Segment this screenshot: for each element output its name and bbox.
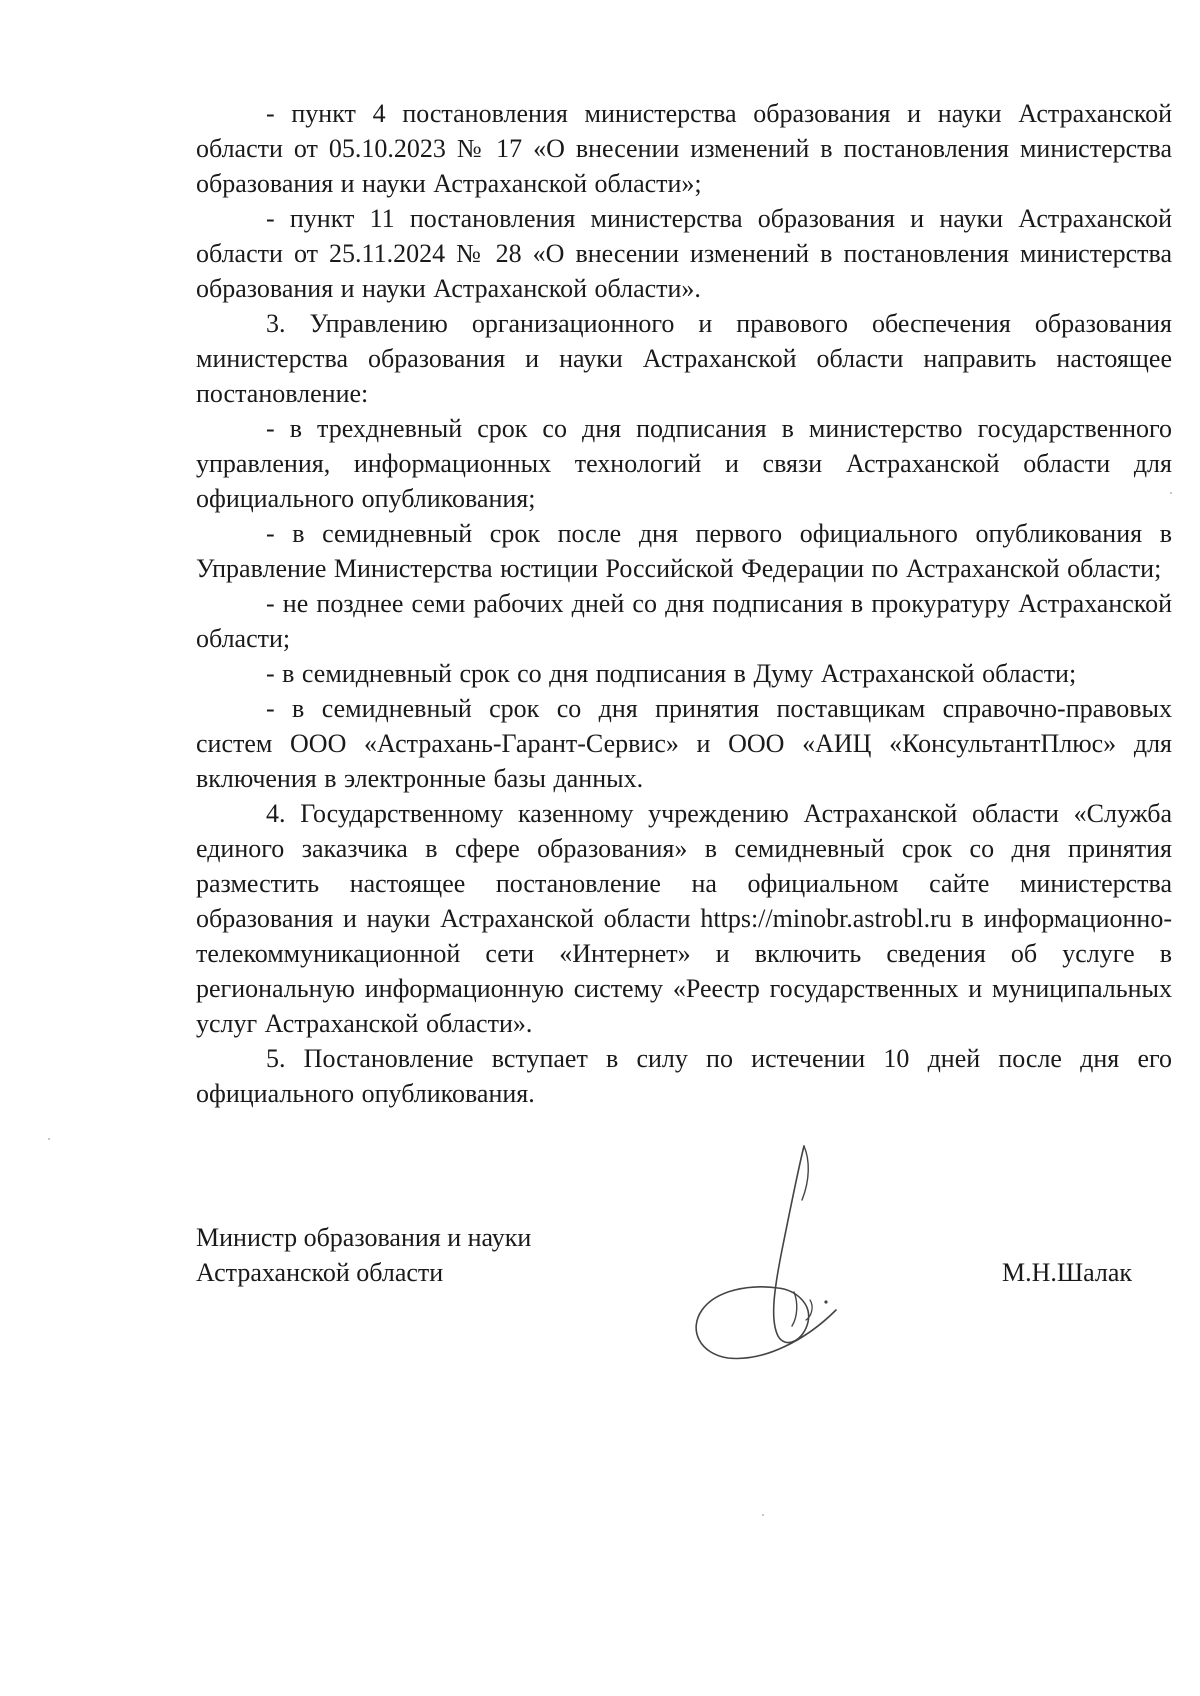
- paragraph-item-11-reference: - пункт 11 постановления министерства образования и науки Астраханской области от 25.11.2024 № 28 «О внесении изменений в постановления министерства образования и науки Астраханской области».: [196, 204, 1172, 303]
- paragraph-section-5: 5. Постановление вступает в силу по истечении 10 дней после дня его официального опубликования.: [196, 1044, 1172, 1108]
- signatory-name: М.Н.Шалак: [1001, 1258, 1132, 1287]
- paragraph-section-3: 3. Управлению организационного и правового обеспечения образования министерства образования и науки Астраханской области направить настоящее постановление:: [196, 309, 1172, 408]
- scan-speck: [1170, 492, 1172, 494]
- paragraph-item-4-reference: - пункт 4 постановления министерства образования и науки Астраханской области от 05.10.2023 № 17 «О внесении изменений в постановления министерства образования и науки Астраханской области»;: [196, 99, 1172, 198]
- document-body: [196, 96, 1172, 1111]
- signatory-title: Министр образования и науки Астраханской области: [196, 1223, 532, 1287]
- signature-block: [196, 1220, 1172, 1360]
- scan-speck: [48, 1138, 50, 1140]
- scan-speck: [762, 1514, 764, 1516]
- paragraph-legal-systems: - в семидневный срок со дня принятия поставщикам справочно-правовых систем ООО «Астрахань-Гарант-Сервис» и ООО «АИЦ «КонсультантПлюс» для включения в электронные базы данных.: [196, 694, 1172, 793]
- paragraph-seven-day-justice: - в семидневный срок после дня первого официального опубликования в Управление Министерства юстиции Российской Федерации по Астраханской области;: [196, 519, 1172, 583]
- paragraph-prosecutor: - не позднее семи рабочих дней со дня подписания в прокуратуру Астраханской области;: [196, 589, 1172, 653]
- handwritten-signature-icon: [686, 1140, 886, 1370]
- paragraph-duma: - в семидневный срок со дня подписания в Думу Астраханской области;: [266, 659, 1077, 688]
- paragraph-section-4: 4. Государственному казенному учреждению Астраханской области «Служба единого заказчика в сфере образования» в семидневный срок со дня принятия разместить настоящее постановление на официальном сайте министерства образования и науки Астраханской области https://minobr.astrobl.ru в информационно-телекоммуникационной сети «Интернет» и включить сведения об услуге в региональную информационную систему «Реестр государственных и муниципальных услуг Астраханской области».: [196, 799, 1172, 1038]
- paragraph-three-day-term: - в трехдневный срок со дня подписания в министерство государственного управления, информационных технологий и связи Астраханской области для официального опубликования;: [196, 414, 1172, 513]
